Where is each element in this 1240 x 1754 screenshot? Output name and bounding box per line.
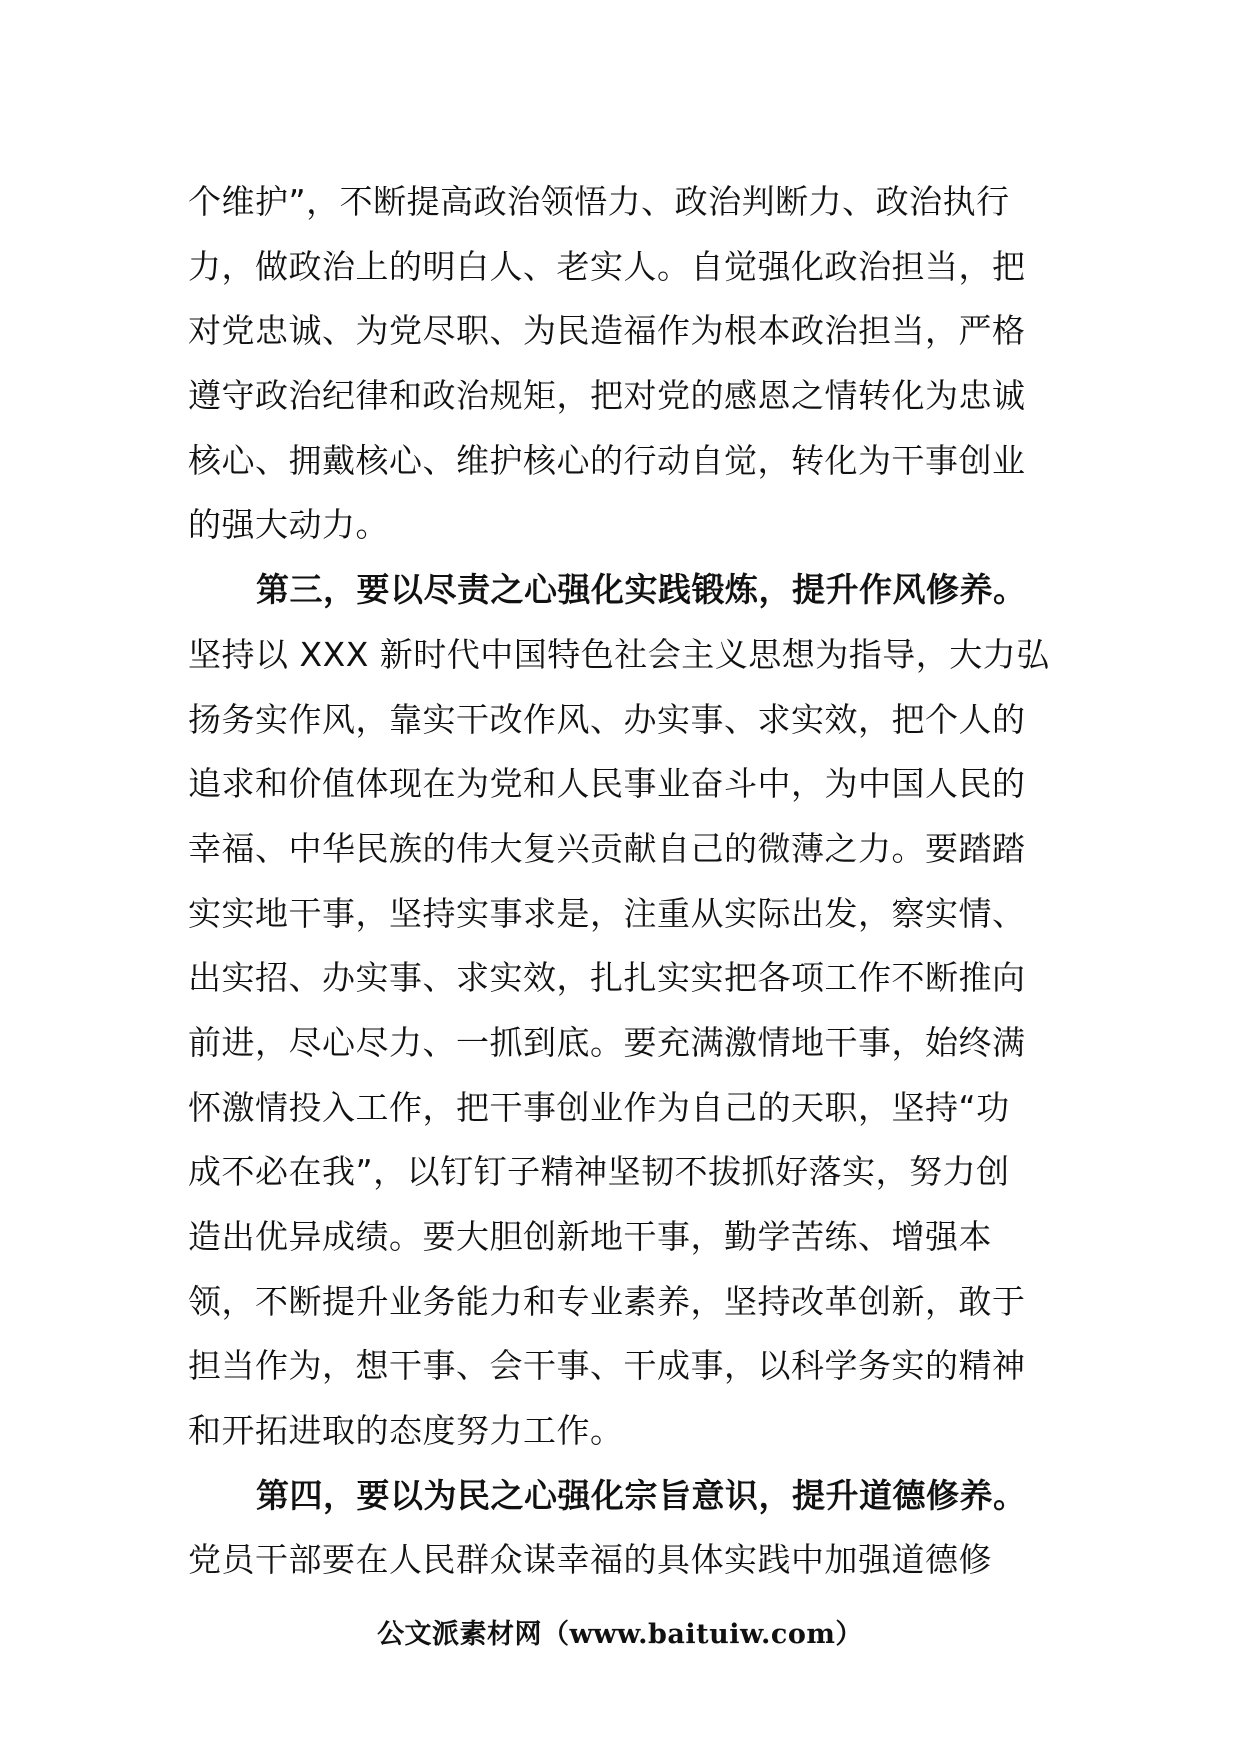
body-line: 对党忠诚、为党尽职、为民造福作为根本政治担当，严格: [188, 311, 1026, 351]
body-line: 造出优异成绩。要大胆创新地干事，勤学苦练、增强本: [188, 1217, 992, 1256]
document-body: [188, 170, 1058, 1593]
body-line: 成不必在我”，以钉钉子精神坚韧不拔抓好落实，努力创: [188, 1152, 1010, 1192]
section-heading-third: 第三，要以尽责之心强化实践锻炼，提升作风修养。: [256, 570, 1027, 610]
body-line: 幸福、中华民族的伟大复兴贡献自己的微薄之力。要踏踏: [188, 828, 1026, 868]
body-line: 的强大动力。: [188, 505, 389, 545]
body-line: 遵守政治纪律和政治规矩，把对党的感恩之情转化为忠诚: [188, 376, 1026, 416]
body-line: 怀激情投入工作，把干事创业作为自己的天职，坚持“功: [188, 1087, 1010, 1127]
footer-source: 公文派素材网（www.baituiw.com）: [377, 1619, 863, 1650]
section-heading-fourth: 第四，要以为民之心强化宗旨意识，提升道德修养。: [256, 1475, 1027, 1515]
body-line: 和开拓进取的态度努力工作。: [188, 1411, 624, 1451]
body-line: 个维护”，不断提高政治领悟力、政治判断力、政治执行: [188, 182, 1010, 221]
body-line: 领，不断提升业务能力和专业素养，坚持改革创新，敢于: [188, 1281, 1026, 1321]
body-line: 出实招、办实事、求实效，扎扎实实把各项工作不断推向: [188, 958, 1026, 998]
body-line: 坚持以 XXX 新时代中国特色社会主义思想为指导，大力弘: [188, 634, 1050, 674]
body-line: 追求和价值体现在为党和人民事业奋斗中，为中国人民的: [188, 764, 1026, 804]
body-line: 党员干部要在人民群众谋幸福的具体实践中加强道德修: [188, 1540, 992, 1580]
body-line: 担当作为，想干事、会干事、干成事，以科学务实的精神: [188, 1346, 1026, 1386]
body-line: 扬务实作风，靠实干改作风、办实事、求实效，把个人的: [188, 699, 1026, 739]
body-line: 实实地干事，坚持实事求是，注重从实际出发，察实情、: [188, 893, 1026, 933]
body-line: 核心、拥戴核心、维护核心的行动自觉，转化为干事创业: [188, 440, 1026, 480]
body-line: 力，做政治上的明白人、老实人。自觉强化政治担当，把: [188, 246, 1026, 286]
body-line: 前进，尽心尽力、一抓到底。要充满激情地干事，始终满: [188, 1022, 1026, 1062]
